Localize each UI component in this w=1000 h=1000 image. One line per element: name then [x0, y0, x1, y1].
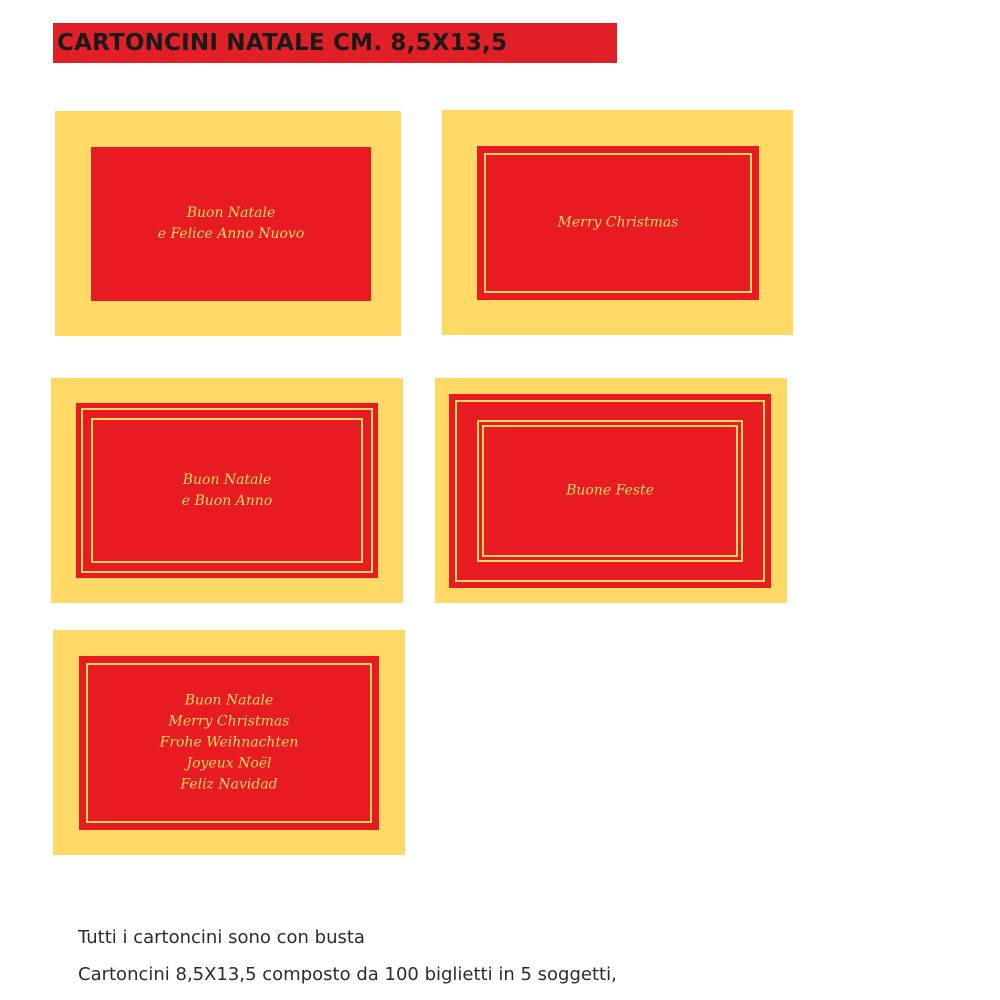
card-buone-feste: [435, 378, 787, 603]
card-message-line: Buone Feste: [566, 482, 654, 499]
description-line-2: Cartoncini 8,5X13,5 composto da 100 biglietti in 5 soggetti,: [78, 964, 617, 985]
card-message: [477, 213, 759, 234]
card-message-line: e Felice Anno Nuovo: [157, 226, 305, 242]
card-red-panel: [449, 394, 771, 588]
card-red-panel: [91, 147, 371, 301]
card-message: [91, 203, 371, 245]
description-line-1: Tutti i cartoncini sono con busta: [78, 927, 365, 948]
title-bar: [53, 23, 617, 63]
card-message-line: Buon Natale: [186, 205, 276, 221]
card-buon-natale-felice-anno: [55, 111, 401, 336]
card-message-line: Joyeux Noël: [186, 755, 272, 772]
card-buon-natale-buon-anno: [51, 378, 403, 603]
card-message: [76, 470, 378, 512]
card-message-line: Merry Christmas: [557, 214, 679, 231]
card-message-line: Buon Natale: [184, 692, 274, 709]
card-message-line: Frohe Weihnachten: [159, 734, 299, 751]
card-message-line: Buon Natale: [182, 471, 272, 488]
card-red-panel: [477, 146, 759, 300]
card-multilingual: [53, 630, 405, 855]
card-red-panel: [79, 656, 379, 830]
card-message-line: e Buon Anno: [181, 492, 273, 509]
card-message: [79, 691, 379, 796]
page-title: CARTONCINI NATALE CM. 8,5X13,5: [57, 30, 508, 56]
card-message-line: Feliz Navidad: [180, 776, 278, 793]
card-merry-christmas: [442, 110, 793, 335]
card-message-line: Merry Christmas: [168, 713, 290, 730]
card-message: [449, 481, 771, 502]
card-red-panel: [76, 403, 378, 578]
